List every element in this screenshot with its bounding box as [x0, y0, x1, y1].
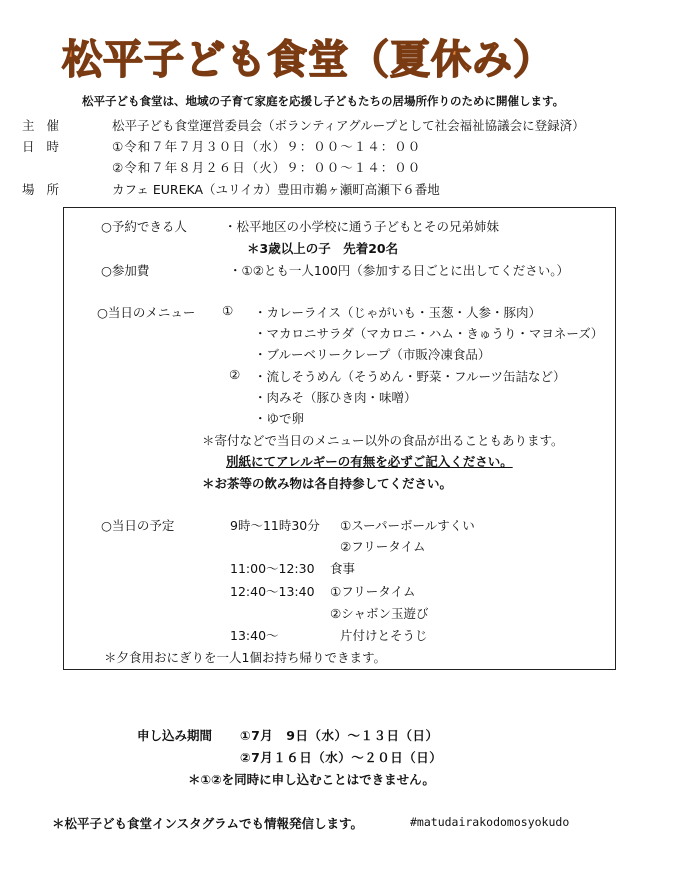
eligible-note: ＊3歳以上の子 先着20名	[247, 241, 399, 256]
menu1-item: ・ブルーベリークレープ（市販冷凍食品）	[254, 347, 491, 362]
instagram-text: ＊松平子ども食堂インスタグラムでも情報発信します。	[52, 816, 364, 831]
fee-value: ・①②とも一人100円（参加する日ごとに出してください。）	[229, 263, 570, 278]
onigiri-note: ＊夕食用おにぎりを一人1個お持ち帰りできます。	[104, 650, 386, 665]
datetime-1: ①令和７年７月３０日（水）９：００～１４：００	[112, 139, 422, 154]
schedule-activity: ①フリータイム	[330, 584, 416, 599]
schedule-activity: ①スーパーボールすくい	[340, 518, 475, 533]
application-label: 申し込み期間	[137, 728, 213, 743]
donation-note: ＊寄付などで当日のメニュー以外の食品が出ることもあります。	[202, 433, 564, 448]
menu1-marker: ①	[222, 303, 234, 318]
datetime-label: 日時	[22, 139, 72, 154]
menu2-item: ・ゆで卵	[254, 411, 305, 426]
schedule-time: 11:00～12:30	[230, 561, 315, 576]
schedule-activity: 食事	[330, 561, 356, 576]
menu2-item: ・流しそうめん（そうめん・野菜・フルーツ缶詰など）	[254, 369, 566, 384]
datetime-2: ②令和７年８月２６日（火）９：００～１４：００	[112, 160, 422, 175]
drinks-note: ＊お茶等の飲み物は各自持参してください。	[202, 476, 453, 491]
schedule-label: ○当日の予定	[101, 518, 175, 533]
schedule-activity: ②シャボン玉遊び	[330, 606, 429, 621]
application-period-2: ②7月１６日（水）～２０日（日）	[240, 750, 443, 765]
place-label: 場所	[22, 182, 72, 197]
menu-label: ○当日のメニュー	[97, 305, 196, 320]
allergy-note: 別紙にてアレルギーの有無を必ずご記入ください。	[226, 454, 513, 469]
eligible-label: ○予約できる人	[101, 219, 187, 234]
organizer-value: 松平子ども食堂運営委員会（ボランティアグループとして社会福祉協議会に登録済）	[112, 118, 585, 133]
schedule-time: 13:40～	[230, 628, 279, 643]
page-title: 松平子ども食堂（夏休み）	[62, 37, 554, 83]
schedule-activity: ②フリータイム	[340, 539, 426, 554]
details-box	[63, 207, 616, 670]
schedule-activity: 片付けとそうじ	[340, 628, 428, 643]
intro-text: 松平子ども食堂は、地域の子育て家庭を応援し子どもたちの居場所作りのために開催します。	[82, 94, 565, 108]
organizer-label: 主催	[22, 118, 72, 133]
eligible-value: ・松平地区の小学校に通う子どもとその兄弟姉妹	[224, 219, 500, 234]
application-period-1: ①7月 9日（水）～１３日（日）	[240, 728, 439, 743]
place-value: カフェ EUREKA（ユリイカ）豊田市鵜ヶ瀬町高瀬下６番地	[112, 182, 440, 197]
fee-label: ○参加費	[101, 263, 150, 278]
instagram-hashtag: #matudairakodomosyokudo	[410, 815, 570, 829]
menu2-marker: ②	[229, 367, 241, 382]
menu1-item: ・カレーライス（じゃがいも・玉葱・人参・豚肉）	[254, 305, 542, 320]
menu1-item: ・マカロニサラダ（マカロニ・ハム・きゅうり・マヨネーズ）	[254, 326, 604, 341]
application-note: ＊①②を同時に申し込むことはできません。	[188, 772, 435, 787]
schedule-time: 9時～11時30分	[230, 518, 320, 533]
menu2-item: ・肉みそ（豚ひき肉・味噌）	[254, 390, 417, 405]
schedule-time: 12:40～13:40	[230, 584, 315, 599]
